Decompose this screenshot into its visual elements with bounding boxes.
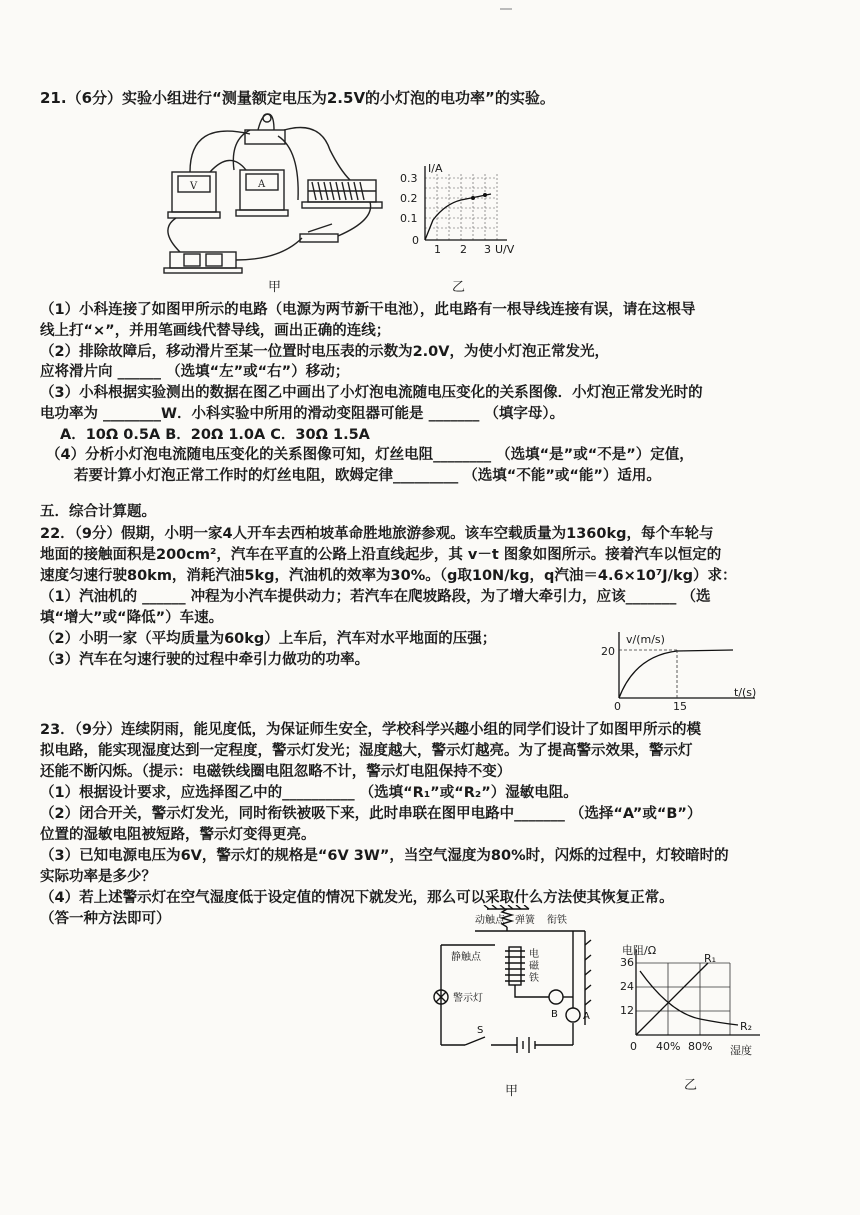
- q23-line: （4）若上述警示灯在空气湿度低于设定值的情况下就发光，那么可以采取什么方法使其恢复正常。: [40, 890, 674, 906]
- scan-mark: [500, 8, 512, 10]
- q21-line: （3）小科根据实验测出的数据在图乙中画出了小灯泡电流随电压变化的关系图像．小灯泡正常发光时的: [40, 385, 703, 401]
- q23-label-switch: S: [477, 1025, 484, 1036]
- q23-line: （答一种方法即可）: [40, 911, 171, 927]
- q22-line: 速度匀速行驶80km，消耗汽油5kg，汽油机的效率为30%。（g取10N/kg，q汽油＝4.6×10⁷J/kg）求：: [40, 568, 737, 584]
- section-heading: 五．综合计算题。: [40, 504, 156, 520]
- q21-graph-xtick: 2: [460, 243, 467, 256]
- q23-graph-ytick: 24: [620, 980, 634, 993]
- q23-fig-yi-caption: 乙: [684, 1078, 698, 1093]
- q21-line: （2）排除故障后，移动滑片至某一位置时电压表的示数为2.0V，为使小灯泡正常发光，: [40, 344, 609, 360]
- q23-line: （1）根据设计要求，应选择图乙中的__________ （选填“R₁”或“R₂”）湿敏电阻。: [40, 785, 578, 801]
- q23-graph-xlabel: 湿度: [730, 1044, 752, 1057]
- q23-line: 还能不断闪烁。（提示：电磁铁线圈电阻忽略不计，警示灯电阻保持不变）: [40, 764, 512, 780]
- q23-line: 23．（9分）连续阴雨，能见度低，为保证师生安全，学校科学兴趣小组的同学们设计了如图甲所示的模: [40, 722, 702, 738]
- q23-line: 拟电路，能实现湿度达到一定程度，警示灯发光；湿度越大，警示灯越亮。为了提高警示效果，警示灯: [40, 743, 693, 759]
- q23-graph-xtick: 0: [630, 1040, 637, 1053]
- q21-graph-ytick: 0.3: [400, 172, 418, 185]
- q21-fig-yi-caption: 乙: [452, 280, 466, 295]
- q21-graph-xtick: 3: [484, 243, 491, 256]
- q23-label-spring: 弹簧: [515, 915, 535, 926]
- q23-label-lamp: 警示灯: [453, 993, 483, 1004]
- svg-text:A: A: [258, 179, 266, 190]
- q21-fig-jia-caption: 甲: [268, 280, 282, 295]
- q21-line: 若要计算小灯泡正常工作时的灯丝电阻，欧姆定律_________ （选填“不能”或“能”）适用。: [74, 468, 661, 484]
- q21-title: 21.（6分）实验小组进行“测量额定电压为2.5V的小灯泡的电功率”的实验。: [40, 89, 555, 107]
- q23-label-electromagnet: 电: [529, 949, 539, 960]
- q21-graph-ytick: 0: [412, 234, 419, 247]
- q21-graph-ylabel: I/A: [428, 162, 443, 175]
- q23-line: 实际功率是多少？: [40, 869, 156, 885]
- q22-graph-ytick: 20: [601, 645, 615, 658]
- q23-fig-jia-caption: 甲: [505, 1084, 519, 1099]
- q23-graph-r2: R₂: [740, 1020, 753, 1033]
- q22-line: （3）汽车在匀速行驶的过程中牵引力做功的功率。: [40, 652, 370, 668]
- q23-graph-ytick: 36: [620, 956, 634, 969]
- q22-graph-xlabel: t/(s): [734, 686, 757, 699]
- q21-line: （4）分析小灯泡电流随电压变化的关系图像可知，灯丝电阻________ （选填“是”或“不是”）定值，: [46, 447, 694, 463]
- q22-line: 填“增大”或“降低”）车速。: [40, 610, 224, 626]
- q22-graph-ylabel: v/(m/s): [626, 633, 665, 646]
- q21-apparatus-figure: [150, 110, 390, 285]
- q23-graph-xtick: 40%: [656, 1040, 681, 1053]
- q22-line: 22．（9分）假期，小明一家4人开车去西柏坡革命胜地旅游参观。该车空载质量为1360kg，每个车轮与: [40, 526, 714, 542]
- q23-label-armature: 衔铁: [547, 915, 567, 926]
- q23-label-static-contact: 静触点: [451, 952, 481, 963]
- q23-circuit-diagram: [425, 905, 605, 1065]
- q23-graph-xtick: 80%: [688, 1040, 713, 1053]
- q22-graph-xtick: 15: [673, 700, 687, 713]
- q21-line: 线上打“×”，并用笔画线代替导线，画出正确的连线；: [40, 323, 391, 339]
- svg-text:V: V: [190, 181, 198, 192]
- q22-line: （1）汽油机的 ______ 冲程为小汽车提供动力；若汽车在爬坡路段，为了增大牵引力，应该_______ （选: [40, 589, 711, 605]
- q21-graph-xtick: 1: [434, 243, 441, 256]
- q21-graph-ytick: 0.1: [400, 212, 418, 225]
- q21-line: 电功率为 ________W．小科实验中所用的滑动变阻器可能是 _______ （填字母）。: [40, 406, 565, 422]
- q21-line: （1）小科连接了如图甲所示的电路（电源为两节新干电池），此电路有一根导线连接有误，请在这根导: [40, 302, 696, 318]
- q21-options: A．10Ω 0.5A B．20Ω 1.0A C．30Ω 1.5A: [60, 427, 370, 443]
- q21-graph-ytick: 0.2: [400, 192, 418, 205]
- q22-line: 地面的接触面积是200cm²，汽车在平直的公路上沿直线起步，其 v－t 图象如图所示。接着汽车以恒定的: [40, 547, 722, 563]
- q23-label-a: A: [583, 1011, 590, 1022]
- q22-line: （2）小明一家（平均质量为60kg）上车后，汽车对水平地面的压强；: [40, 631, 497, 647]
- q23-line: （2）闭合开关，警示灯发光，同时衔铁被吸下来，此时串联在图甲电路中_______ （选择“A”或“B”）: [40, 806, 702, 822]
- q23-line: （3）已知电源电压为6V，警示灯的规格是“6V 3W”，当空气湿度为80%时，闪烁的过程中，灯较暗时的: [40, 848, 729, 864]
- q23-label-b: B: [551, 1009, 558, 1020]
- q23-line: 位置的湿敏电阻被短路，警示灯变得更亮。: [40, 827, 316, 843]
- q23-label-electromagnet: 磁: [529, 961, 539, 972]
- q23-graph-ytick: 12: [620, 1004, 634, 1017]
- q21-line: 应将滑片向 ______ （选填“左”或“右”）移动；: [40, 364, 350, 380]
- q23-label-dynamic-contact: 动触点: [475, 915, 505, 926]
- q23-label-electromagnet: 铁: [529, 973, 539, 984]
- q23-graph-r1: R₁: [704, 952, 717, 965]
- q22-graph-xtick: 0: [614, 700, 621, 713]
- q23-graph-ylabel: 电阻/Ω: [622, 944, 657, 957]
- q21-graph-xlabel: U/V: [495, 243, 515, 256]
